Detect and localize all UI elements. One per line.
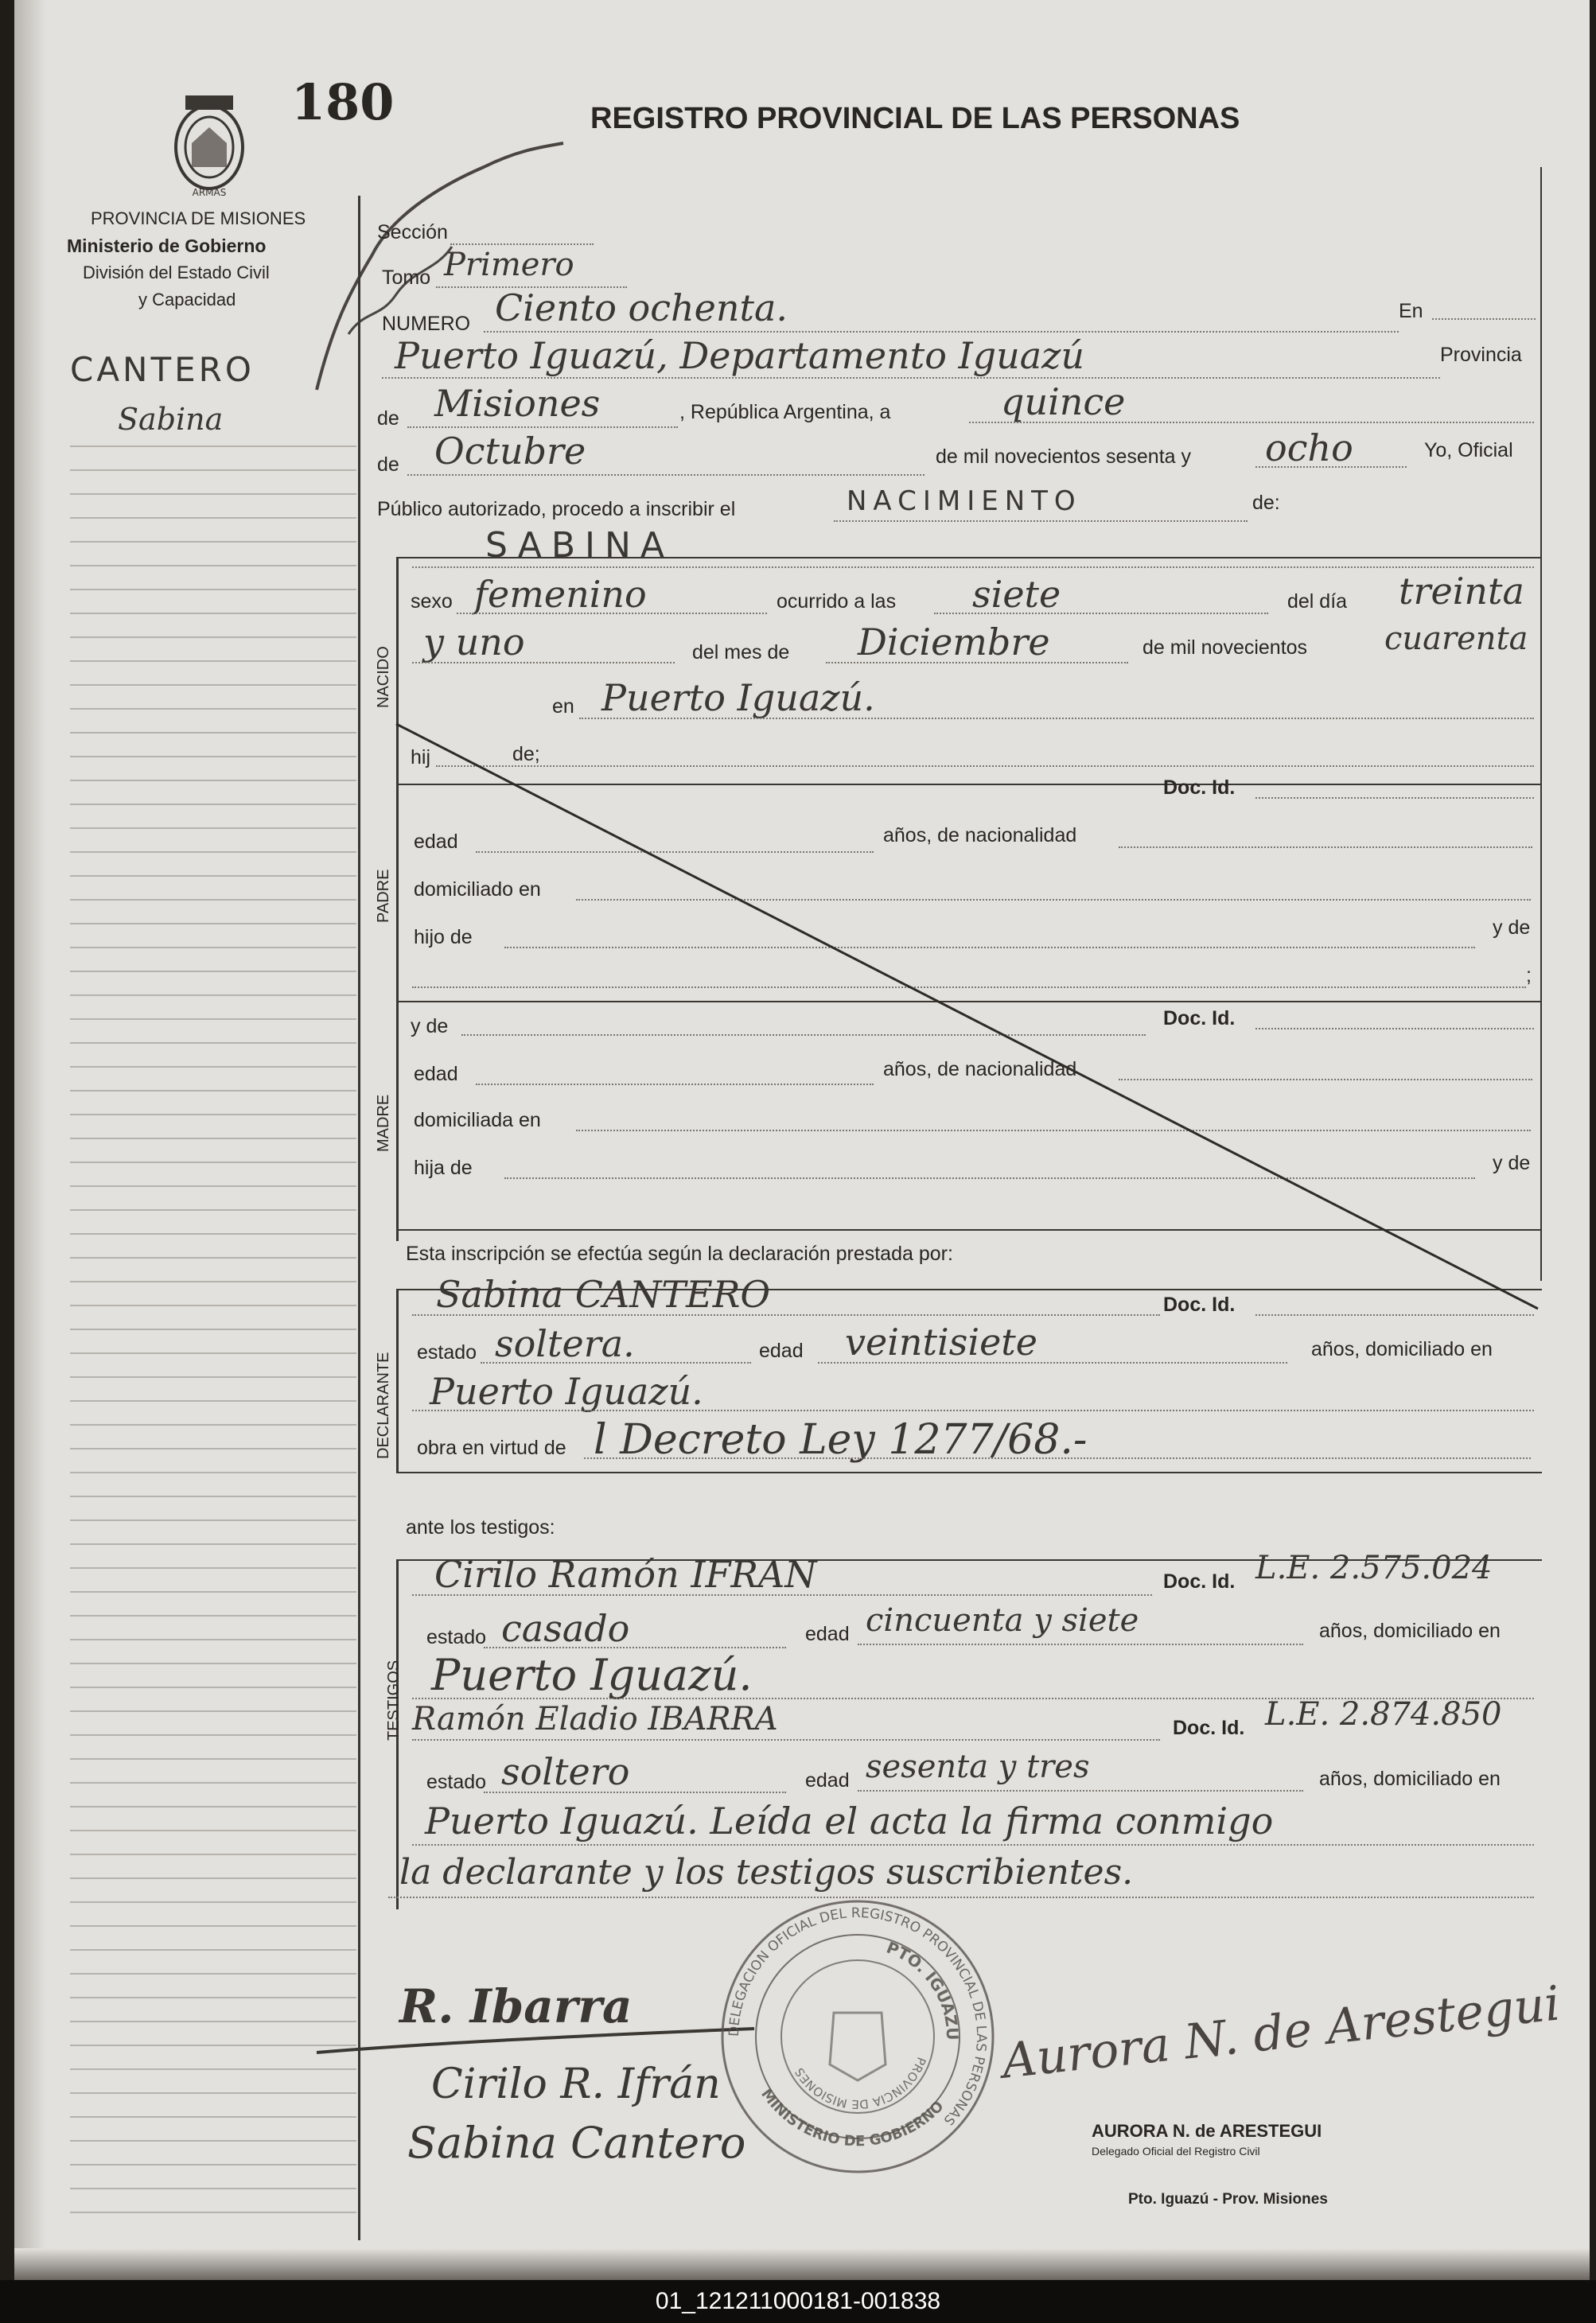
ruled-line <box>70 2212 356 2213</box>
hora-value: siete <box>972 573 1061 616</box>
de-label: de <box>377 407 399 430</box>
place-value: Puerto Iguazú, Departamento Iguazú <box>395 334 1085 377</box>
declarante-estado-label: estado <box>417 1341 477 1364</box>
declarante-edad-value: veintisiete <box>845 1321 1037 1364</box>
ruled-line <box>70 1448 356 1449</box>
ruled-line <box>70 1591 356 1593</box>
ruled-line <box>70 2164 356 2165</box>
seccion-label: Sección <box>377 221 448 243</box>
ruled-line <box>70 565 356 566</box>
padre-edad-label: edad <box>414 831 458 853</box>
madre-doc-label: Doc. Id. <box>1163 1007 1236 1029</box>
ruled-line <box>70 1257 356 1259</box>
ruled-line <box>70 971 356 972</box>
ruled-line <box>70 851 356 853</box>
testigo1-estado-label: estado <box>426 1626 487 1648</box>
ruled-line <box>70 1138 356 1139</box>
ruled-line <box>70 1734 356 1736</box>
ruled-line <box>70 2116 356 2118</box>
ruled-line <box>70 2188 356 2189</box>
nacido-section-label: NACIDO <box>375 646 392 708</box>
ruled-line <box>70 589 356 590</box>
madre-hija-label: hija de <box>414 1157 473 1179</box>
declarante-bottom-line <box>396 1472 1542 1473</box>
ruled-line <box>70 493 356 495</box>
svg-text:PTO. IGUAZU: PTO. IGUAZU <box>883 1937 963 2041</box>
ruled-line <box>70 1496 356 1497</box>
ocurrido-label: ocurrido a las <box>777 590 897 613</box>
margin-divider <box>358 196 360 2240</box>
file-caption: 01_121211000181-001838 <box>0 2280 1596 2323</box>
svg-text:DELEGACION OFICIAL DEL REGISTR: DELEGACION OFICIAL DEL REGISTRO PROVINCIAL DE LAS PERSONAS <box>726 1905 990 2128</box>
ruled-line <box>70 1925 356 1927</box>
ruled-line <box>70 1687 356 1688</box>
ruled-line <box>70 2140 356 2142</box>
ruled-line <box>70 1901 356 1903</box>
testigo2-doc-label: Doc. Id. <box>1173 1717 1245 1739</box>
ruled-line <box>70 1424 356 1426</box>
acto-value: NACIMIENTO <box>847 485 1082 517</box>
testigo1-name: Cirilo Ramón IFRAN <box>434 1553 817 1596</box>
ruled-line <box>70 469 356 471</box>
ruled-line <box>70 1281 356 1282</box>
ruled-line <box>70 1376 356 1378</box>
ruled-line <box>70 1305 356 1306</box>
testigo2-edad-value: sesenta y tres <box>866 1749 1090 1785</box>
register-page <box>14 0 1590 2280</box>
declarante-dom-label: años, domiciliado en <box>1311 1338 1493 1360</box>
testigo2-name: Ramón Eladio IBARRA <box>412 1701 778 1737</box>
ruled-line <box>70 2045 356 2046</box>
closing-line-1: Puerto Iguazú. Leída el acta la firma conmigo <box>425 1800 1274 1842</box>
testigos-section-label: TESTIGOS <box>385 1660 403 1741</box>
testigo1-edad-label: edad <box>805 1623 850 1645</box>
testigo1-estado-value: casado <box>501 1607 630 1650</box>
ruled-line <box>70 2092 356 2094</box>
declarante-edad-label: edad <box>759 1340 804 1362</box>
ruled-line <box>70 1162 356 1163</box>
ruled-line <box>70 947 356 948</box>
ruled-line <box>70 708 356 710</box>
ruled-line <box>70 2068 356 2070</box>
provincia-label: Provincia <box>1440 344 1522 366</box>
testigo1-dom-value: Puerto Iguazú. <box>431 1650 753 1700</box>
ruled-line <box>70 1854 356 1855</box>
padre-section-label: PADRE <box>375 869 392 923</box>
page-number: 180 <box>291 73 395 131</box>
ruled-line <box>70 732 356 733</box>
padre-yde-label: y de <box>1493 916 1531 939</box>
de2-label: de <box>377 453 399 476</box>
declarante-estado-value: soltera. <box>495 1322 635 1365</box>
de3-label: de: <box>1252 492 1280 514</box>
testigo1-dom-label: años, domiciliado en <box>1319 1620 1501 1642</box>
ruled-line <box>70 1209 356 1211</box>
dia-value: treinta <box>1399 570 1524 613</box>
ruled-line <box>70 1329 356 1330</box>
del-dia-label: del día <box>1287 590 1348 613</box>
obra-value: l Decreto Ley 1277/68.- <box>594 1416 1088 1464</box>
svg-text:ARMAS: ARMAS <box>192 187 227 198</box>
anio-value: cuarenta <box>1384 621 1528 657</box>
ruled-line <box>70 827 356 829</box>
sexo-label: sexo <box>411 590 453 613</box>
padre-hijo-label: hijo de <box>414 926 473 948</box>
declarante-doc-label: Doc. Id. <box>1163 1294 1236 1316</box>
nacido-name: SABINA <box>485 525 675 566</box>
ruled-line <box>70 756 356 757</box>
mil-label: de mil novecientos <box>1143 636 1308 659</box>
padre-doc-label: Doc. Id. <box>1163 776 1236 799</box>
numero-value: Ciento ochenta. <box>495 286 788 329</box>
official-title: Delegado Oficial del Registro Civil <box>1092 2145 1260 2158</box>
ruled-line <box>70 1472 356 1473</box>
ruled-line <box>70 1543 356 1545</box>
ruled-line <box>70 923 356 924</box>
ruled-line <box>70 660 356 662</box>
ruled-line <box>70 1782 356 1784</box>
ruled-line <box>70 1830 356 1831</box>
ruled-line <box>70 613 356 614</box>
testigo1-doc-label: Doc. Id. <box>1163 1570 1236 1593</box>
ruled-line <box>70 1806 356 1807</box>
oficial-label: Yo, Oficial <box>1424 439 1513 461</box>
ruled-line <box>70 1663 356 1664</box>
nacido-en-label: en <box>552 695 574 718</box>
en-label: En <box>1399 300 1423 322</box>
ruled-line <box>70 1949 356 1951</box>
ruled-line <box>70 1710 356 1712</box>
hij-de-label: de; <box>512 743 540 765</box>
authority-division: División del Estado Civil <box>83 263 270 282</box>
ruled-line <box>70 780 356 781</box>
signature-ibarra: R. Ibarra <box>399 1979 633 2033</box>
year-text-label: de mil novecientos sesenta y <box>936 446 1192 468</box>
madre-edad-label: edad <box>414 1063 458 1085</box>
declarante-dom-value: Puerto Iguazú. <box>430 1370 703 1413</box>
ruled-line <box>70 1114 356 1115</box>
cancel-diagonal-line <box>388 716 1550 1321</box>
margin-given-name: Sabina <box>118 402 224 437</box>
hij-label: hij <box>411 746 431 768</box>
svg-text:PROVINCIA DE MISIONES: PROVINCIA DE MISIONES <box>792 2055 929 2112</box>
testigo2-estado-value: soltero <box>501 1750 630 1793</box>
signature-cantero: Sabina Cantero <box>407 2118 746 2168</box>
ruled-line <box>70 1090 356 1091</box>
tomo-label: Tomo <box>382 267 431 289</box>
ruled-line <box>70 684 356 686</box>
testigo2-doc-value: L.E. 2.874.850 <box>1265 1696 1502 1733</box>
ruled-line <box>70 1233 356 1235</box>
testigo1-edad-value: cincuenta y siete <box>866 1602 1139 1639</box>
publico-label: Público autorizado, procedo a inscribir el <box>377 498 736 520</box>
ruled-line <box>70 636 356 638</box>
mes-value: Diciembre <box>858 621 1050 663</box>
padre-nac-label: años, de nacionalidad <box>883 824 1077 846</box>
testigos-intro: ante los testigos: <box>406 1516 555 1539</box>
ruled-line <box>70 1400 356 1402</box>
madre-yde2-label: y de <box>1493 1152 1531 1174</box>
tomo-value: Primero <box>444 247 574 283</box>
madre-dom-label: domiciliada en <box>414 1109 541 1131</box>
provincial-seal-icon <box>162 88 257 199</box>
ruled-line <box>70 2021 356 2022</box>
testigo2-estado-label: estado <box>426 1771 487 1793</box>
padre-semicolon: ; <box>1526 964 1532 986</box>
official-signature: Aurora N. de Arestegui <box>999 1975 1563 2090</box>
ruled-line <box>70 1615 356 1617</box>
ruled-line <box>70 804 356 805</box>
ruled-line <box>70 1877 356 1879</box>
ruled-line <box>70 1997 356 1998</box>
ruled-line <box>70 1042 356 1044</box>
ruled-line <box>70 1066 356 1068</box>
testigo2-edad-label: edad <box>805 1769 850 1792</box>
binding-shadow <box>14 0 46 2280</box>
margin-surname: CANTERO <box>70 350 255 389</box>
del-mes-label: del mes de <box>692 641 790 663</box>
official-place: Pto. Iguazú - Prov. Misiones <box>1128 2191 1328 2208</box>
madre-yde-label: y de <box>411 1015 449 1037</box>
sexo-value: femenino <box>474 573 647 616</box>
padre-dom-label: domiciliado en <box>414 878 541 901</box>
testigo2-dom-label: años, domiciliado en <box>1319 1768 1501 1790</box>
ruled-line <box>70 1973 356 1975</box>
declarante-section-label: DECLARANTE <box>375 1352 392 1459</box>
ruled-line <box>70 1519 356 1521</box>
signature-ifran: Cirilo R. Ifrán <box>431 2060 721 2108</box>
province-value: Misiones <box>434 382 601 425</box>
authority-capacidad: y Capacidad <box>138 290 236 309</box>
official-name: AURORA N. de ARESTEGUI <box>1092 2121 1322 2141</box>
ruled-line <box>70 1567 356 1569</box>
month-value: Octubre <box>434 430 586 473</box>
declarante-name: Sabina CANTERO <box>436 1273 771 1316</box>
testigo1-doc-value: L.E. 2.575.024 <box>1255 1550 1493 1586</box>
declarante-intro: Esta inscripción se efectúa según la declaración prestada por: <box>406 1243 953 1265</box>
republica-label: , República Argentina, a <box>679 401 891 423</box>
year-value: ocho <box>1265 426 1353 469</box>
closing-line-2: la declarante y los testigos suscribientes. <box>399 1852 1134 1893</box>
madre-nac-label: años, de nacionalidad <box>883 1058 1077 1080</box>
ruled-line <box>70 1018 356 1020</box>
numero-label: NUMERO <box>382 313 471 335</box>
official-stamp-icon <box>714 1893 1001 2180</box>
ruled-line <box>70 446 356 447</box>
obra-label: obra en virtud de <box>417 1437 566 1459</box>
page-bottom-shadow <box>14 2248 1590 2280</box>
ruled-line <box>70 541 356 543</box>
svg-text:MINISTERIO DE GOBIERNO: MINISTERIO DE GOBIERNO <box>757 2085 948 2150</box>
authority-ministry: Ministerio de Gobierno <box>67 235 267 256</box>
ruled-line <box>70 1758 356 1760</box>
ruled-line <box>70 994 356 996</box>
ruled-line <box>70 899 356 901</box>
page-title: REGISTRO PROVINCIAL DE LAS PERSONAS <box>590 102 1240 135</box>
ruled-line <box>70 517 356 519</box>
madre-section-label: MADRE <box>375 1094 392 1152</box>
dia-value-continued: y uno <box>423 621 525 663</box>
authority-province: PROVINCIA DE MISIONES <box>91 208 306 228</box>
ruled-line <box>70 1352 356 1354</box>
lugar-value: Puerto Iguazú. <box>601 676 875 719</box>
ruled-line <box>70 1185 356 1187</box>
ruled-line <box>70 875 356 877</box>
day-value: quince <box>1001 380 1126 423</box>
ruled-line <box>70 1639 356 1640</box>
